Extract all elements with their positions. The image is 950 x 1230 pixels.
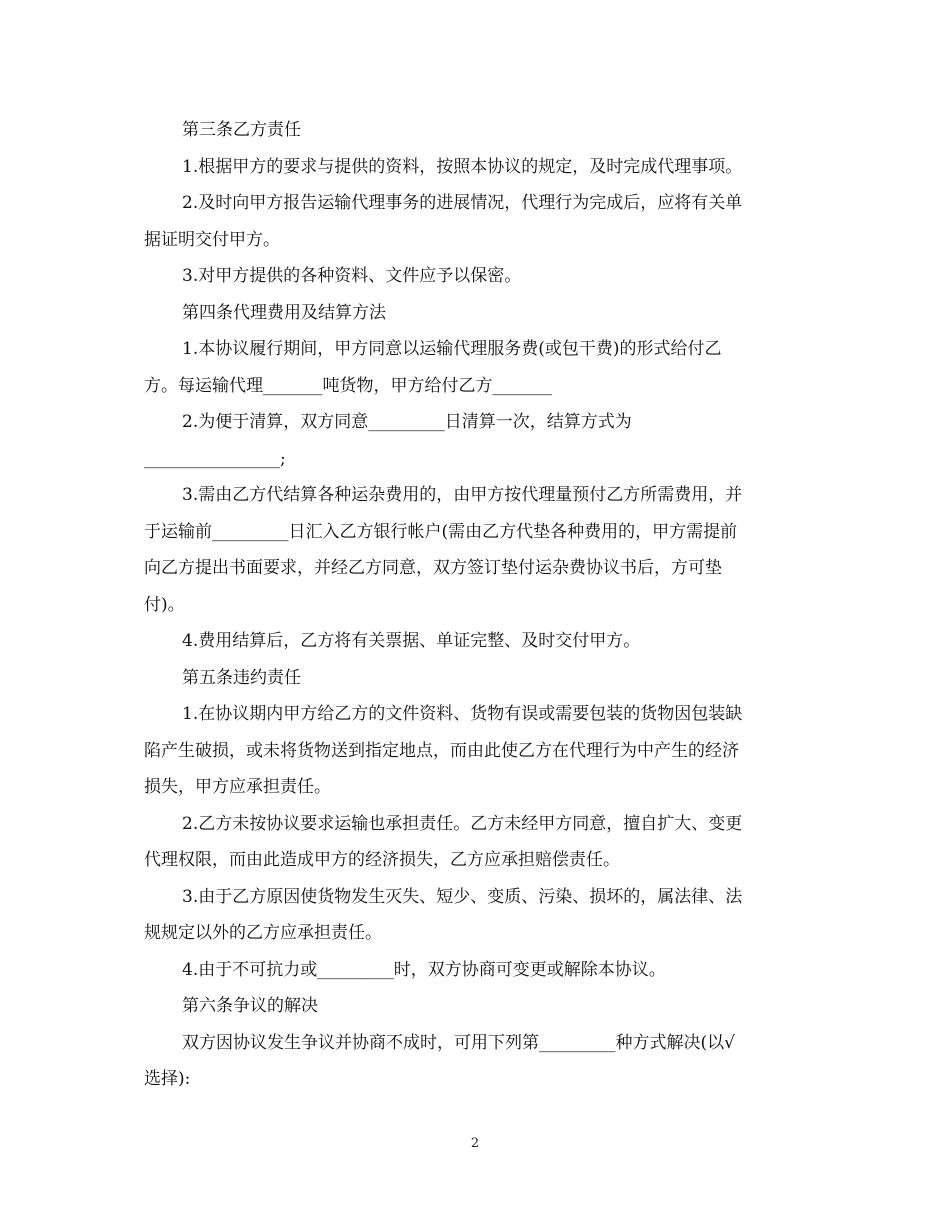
text-line-p4_3c: 向乙方提出书面要求，并经乙方同意，双方签订垫付运杂费协议书后，方可垫 xyxy=(144,558,722,578)
text-line-p4_1b: 方。每运输代理_______吨货物，甲方给付乙方_______ xyxy=(144,375,552,396)
text-line-h3: 第三条乙方责任 xyxy=(182,120,301,140)
text-line-p6_1a: 双方因协议发生争议并协商不成时，可用下列第_________种方式解决(以√ xyxy=(182,1032,735,1053)
text-line-p4_4: 4.费用结算后，乙方将有关票据、单证完整、及时交付甲方。 xyxy=(182,631,641,651)
text-line-h5: 第五条违约责任 xyxy=(182,667,301,688)
text-line-p4_2a: 2.为便于清算，双方同意_________日清算一次，结算方式为 xyxy=(182,412,632,432)
text-line-p4_3b: 于运输前_________日汇入乙方银行帐户(需由乙方代垫各种费用的，甲方需提前 xyxy=(144,521,738,542)
text-line-p3_1: 1.根据甲方的要求与提供的资料，按照本协议的规定，及时完成代理事项。 xyxy=(182,156,743,177)
text-line-p4_1a: 1.本协议履行期间，甲方同意以运输代理服务费(或包干费)的形式给付乙 xyxy=(182,339,722,359)
text-line-p5_3a: 3.由于乙方原因使货物发生灭失、短少、变质、污染、损坏的，属法律、法 xyxy=(182,886,743,907)
text-line-p6_1b: 选择): xyxy=(144,1069,191,1089)
text-line-p3_2b: 据证明交付甲方。 xyxy=(144,229,280,250)
page-number: 2 xyxy=(470,1136,480,1151)
text-line-p5_4: 4.由于不可抗力或_________时，双方协商可变更或解除本协议。 xyxy=(182,959,666,980)
text-line-p4_2b: ________________; xyxy=(144,448,286,469)
text-line-h6: 第六条争议的解决 xyxy=(182,996,318,1016)
text-line-p5_3b: 规规定以外的乙方应承担责任。 xyxy=(144,923,382,943)
text-line-p5_1a: 1.在协议期内甲方给乙方的文件资料、货物有误或需要包装的货物因包装缺 xyxy=(182,704,743,724)
text-line-p3_2a: 2.及时向甲方报告运输代理事务的进展情况，代理行为完成后，应将有关单 xyxy=(182,193,743,213)
text-line-h4: 第四条代理费用及结算方法 xyxy=(182,302,386,323)
text-line-p5_2b: 代理权限，而由此造成甲方的经济损失，乙方应承担赔偿责任。 xyxy=(144,850,620,870)
text-line-p5_1b: 陷产生破损，或未将货物送到指定地点，而由此使乙方在代理行为中产生的经济 xyxy=(144,740,739,761)
text-line-p5_2a: 2.乙方未按协议要求运输也承担责任。乙方未经甲方同意，擅自扩大、变更 xyxy=(182,813,743,834)
text-line-p4_3a: 3.需由乙方代结算各种运杂费用的，由甲方按代理量预付乙方所需费用，并 xyxy=(182,485,743,505)
document-body xyxy=(144,112,804,1098)
text-line-p5_1c: 损失，甲方应承担责任。 xyxy=(144,777,331,797)
text-line-p3_3: 3.对甲方提供的各种资料、文件应予以保密。 xyxy=(182,266,522,286)
text-line-p4_3d: 付)。 xyxy=(144,594,185,615)
